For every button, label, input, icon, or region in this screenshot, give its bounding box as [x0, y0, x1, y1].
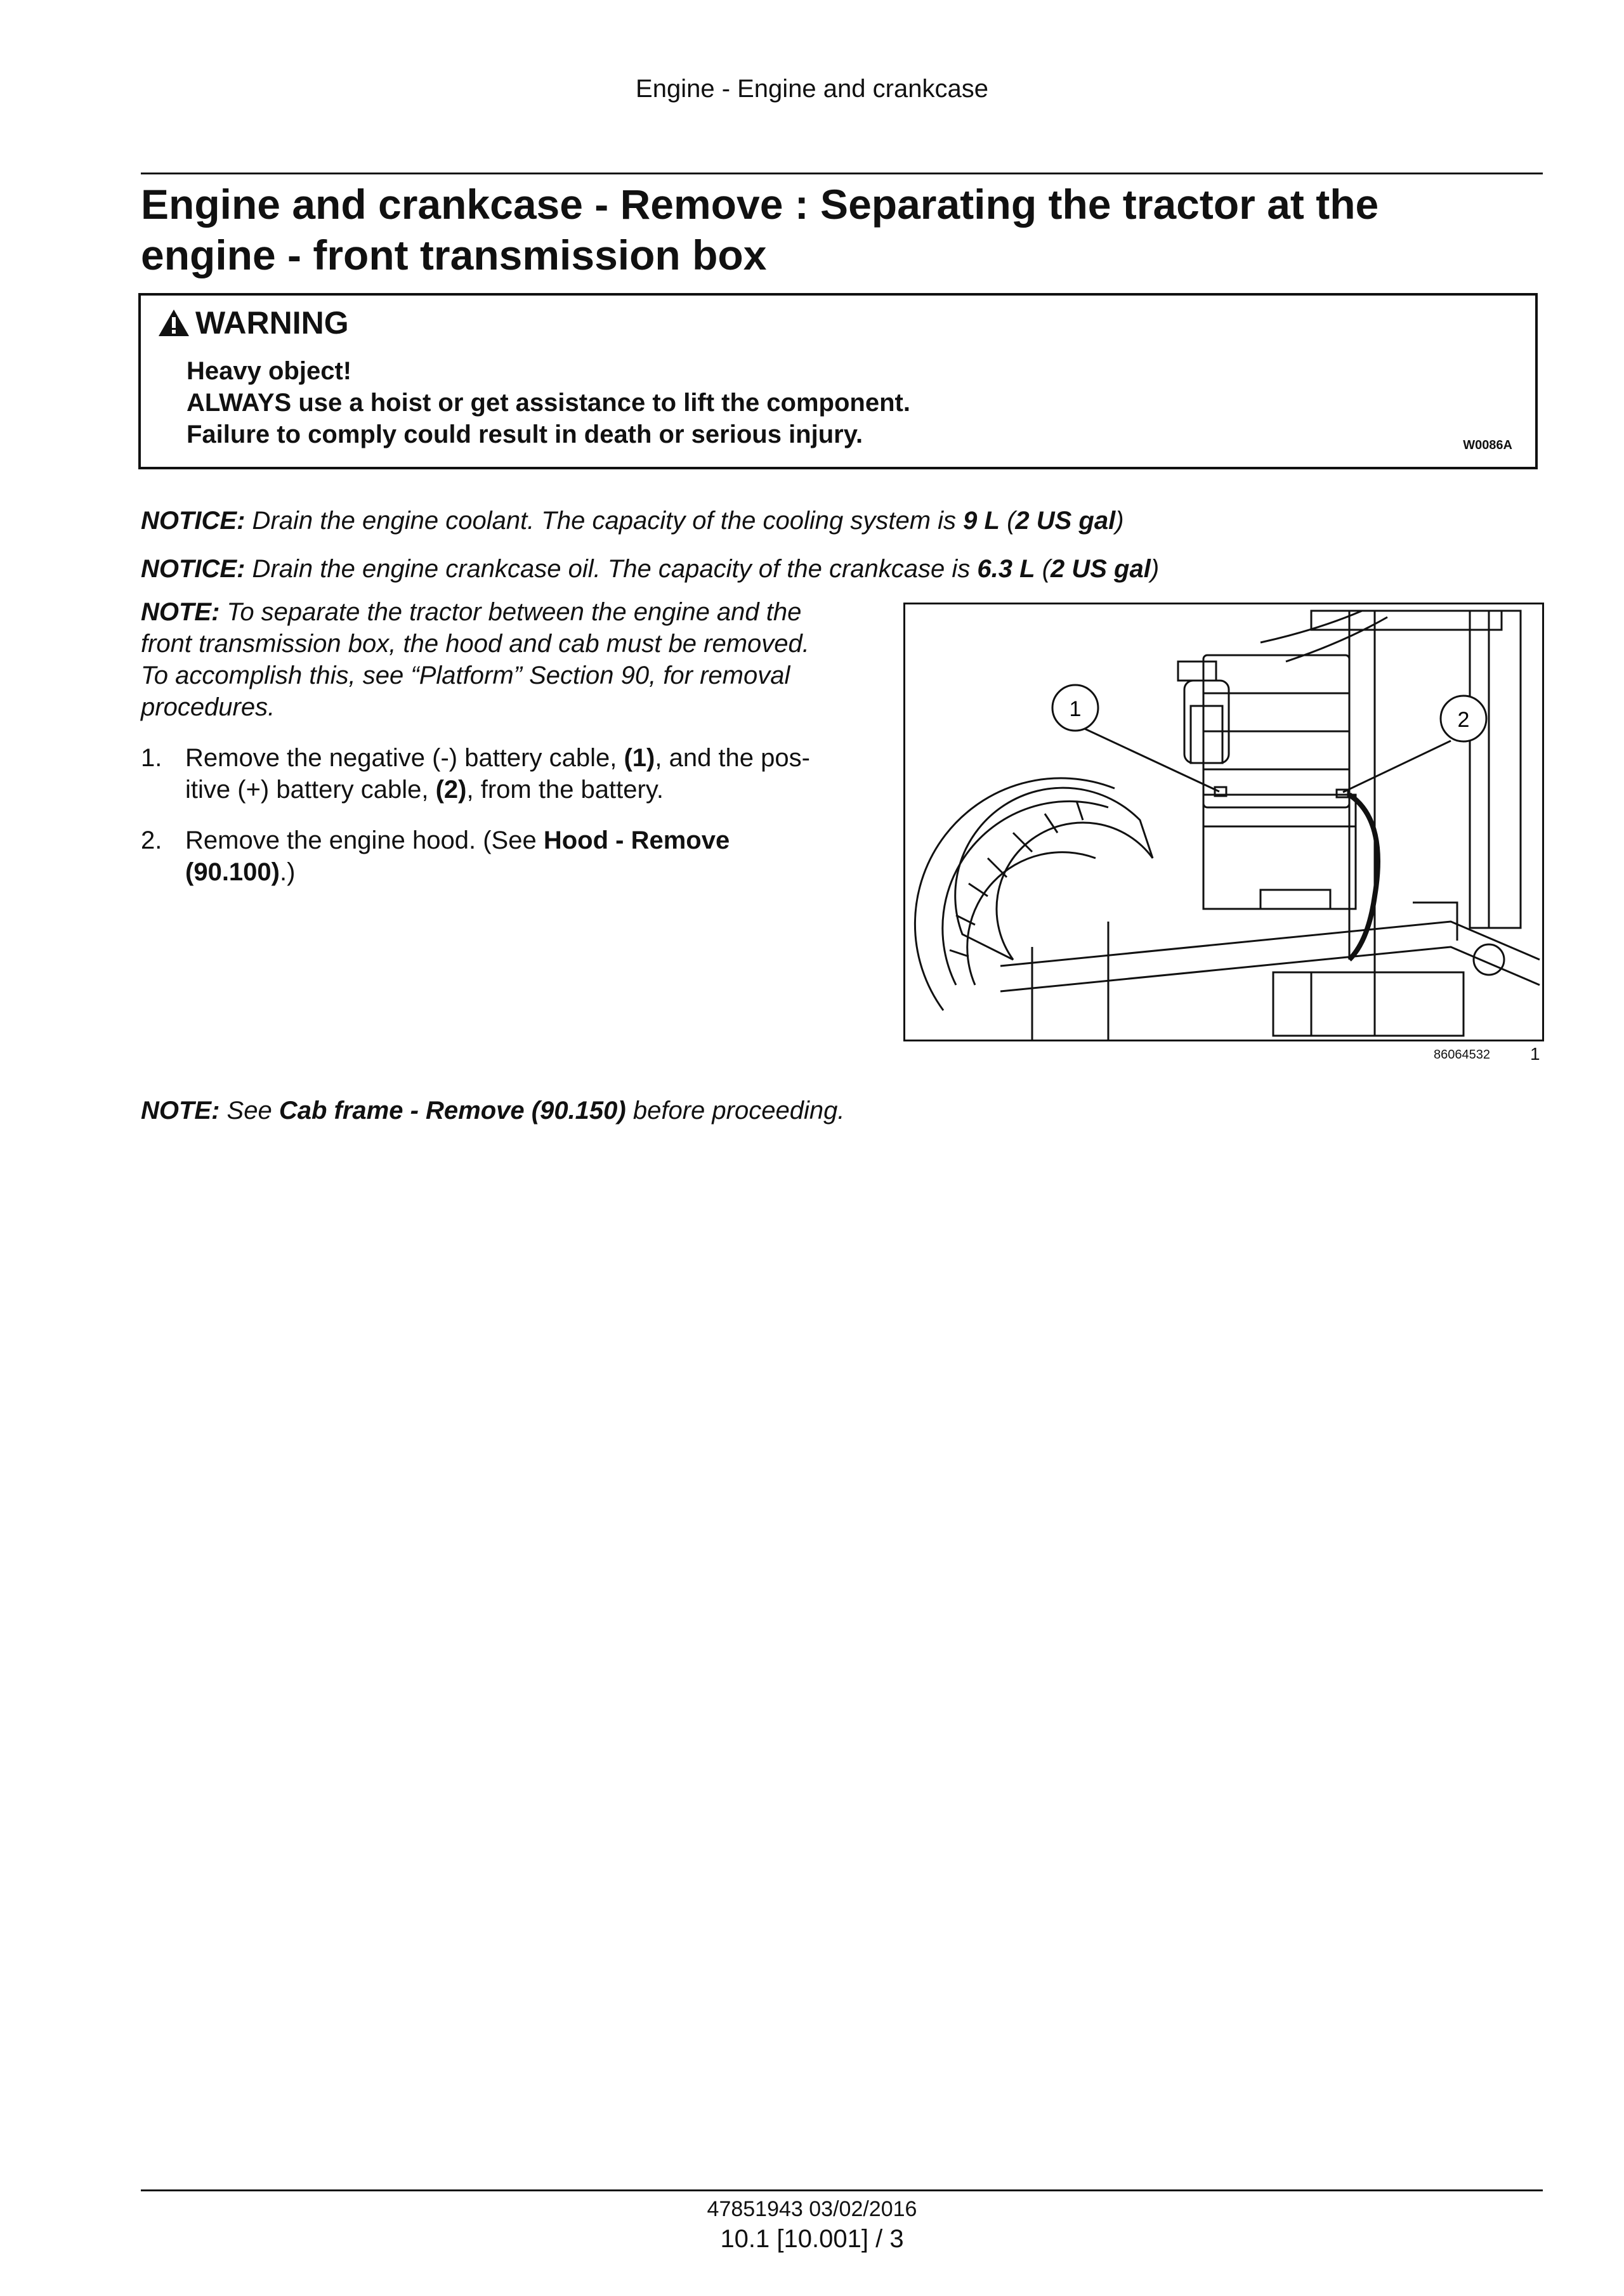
cross-reference-link[interactable]: (90.100): [185, 858, 280, 886]
callout-label: 2: [1457, 708, 1470, 732]
header-rule: [141, 173, 1543, 174]
note-line: To accomplish this, see “Platform” Section 90, for removal: [141, 662, 790, 689]
note-line: front transmission box, the hood and cab must be removed.: [141, 630, 809, 658]
warning-heading: [157, 304, 349, 341]
step-text: Remove the engine hood. (See: [185, 826, 544, 854]
step-number: 2.: [141, 826, 162, 854]
warning-box: [138, 293, 1538, 469]
notice-value: 6.3 L: [977, 555, 1035, 583]
note-text: before proceeding.: [625, 1097, 845, 1125]
notice-text: ): [1115, 507, 1124, 535]
notice-value: 9 L: [963, 507, 1000, 535]
note-label: NOTE:: [141, 1097, 220, 1125]
step-text: .): [279, 858, 296, 886]
notice-alt-value: 2 US gal: [1015, 507, 1116, 535]
warning-line: ALWAYS use a hoist or get assistance to lift the component.: [187, 389, 910, 417]
notice-text: Drain the engine crankcase oil. The capacity of the crankcase is: [245, 555, 978, 583]
page-title-line-2: engine - front transmission box: [141, 232, 767, 278]
figure-image-id: 86064532: [1434, 1048, 1490, 1062]
note-separation: [141, 596, 845, 723]
footer-document-reference: 47851943 03/02/2016: [707, 2197, 917, 2221]
note-cab-frame: [141, 1095, 844, 1126]
warning-triangle-icon: [157, 308, 190, 337]
note-text: See: [219, 1097, 279, 1125]
notice-text: ): [1150, 555, 1160, 583]
notice-alt-value: 2 US gal: [1050, 555, 1151, 583]
step-text: Remove the negative (-) battery cable,: [185, 744, 624, 772]
running-header: Engine - Engine and crankcase: [636, 75, 988, 103]
callout-ref: (2): [435, 776, 467, 804]
warning-text: [187, 355, 910, 450]
step-text: itive (+) battery cable,: [185, 776, 436, 804]
callout-1: [1052, 685, 1098, 731]
warning-code: W0086A: [1463, 438, 1512, 452]
figure-battery-illustration: [903, 603, 1544, 1041]
page-title: [141, 179, 1543, 280]
warning-label: WARNING: [195, 305, 349, 341]
notice-text: (: [999, 507, 1016, 535]
figure-number: 1: [1530, 1044, 1540, 1064]
footer-rule: [141, 2189, 1543, 2191]
callout-ref: (1): [624, 744, 655, 772]
step-text: , and the pos-: [655, 744, 810, 772]
notice-text: Drain the engine coolant. The capacity of the cooling system is: [245, 507, 964, 535]
step-number: 1.: [141, 744, 162, 772]
notice-label: NOTICE:: [141, 555, 246, 583]
step-text: , from the battery.: [466, 776, 664, 804]
notice-coolant: [141, 505, 1124, 537]
page-title-line-1: Engine and crankcase - Remove : Separating the tractor at the: [141, 181, 1379, 228]
note-label: NOTE:: [141, 598, 220, 626]
warning-line: Failure to comply could result in death or serious injury.: [187, 421, 863, 448]
step-2: [141, 825, 845, 888]
notice-text: (: [1035, 555, 1051, 583]
notice-crankcase-oil: [141, 553, 1159, 585]
note-line: To separate the tractor between the engine and the: [219, 598, 802, 626]
callout-label: 1: [1069, 697, 1082, 721]
callout-2: [1441, 696, 1486, 741]
cross-reference-link[interactable]: Cab frame - Remove (90.150): [278, 1097, 626, 1125]
cross-reference-link[interactable]: Hood - Remove: [543, 826, 730, 854]
notice-label: NOTICE:: [141, 507, 246, 535]
note-line: procedures.: [141, 693, 275, 721]
footer-page-reference: 10.1 [10.001] / 3: [720, 2225, 904, 2253]
step-1: [141, 742, 845, 806]
battery-illustration: [905, 604, 1542, 1040]
warning-line: Heavy object!: [187, 357, 352, 385]
